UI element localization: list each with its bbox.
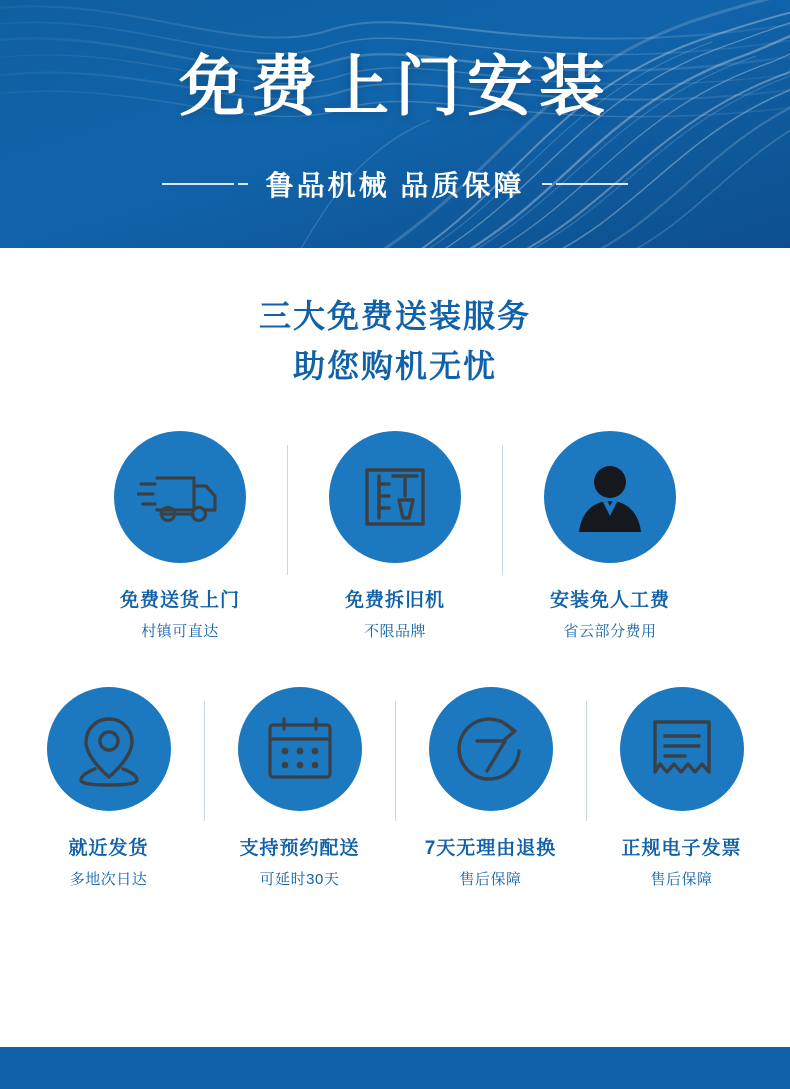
rule-right: [556, 183, 628, 185]
hero-banner: [0, 0, 790, 248]
service-sublabel: 不限品牌: [363, 623, 426, 641]
hero-subtitle-row: [162, 164, 629, 204]
service-label: 就近发货: [68, 838, 149, 860]
service-label: 免费送货上门: [119, 590, 240, 612]
section-headings: [0, 248, 790, 391]
service-sublabel: 售后保障: [650, 871, 713, 889]
service-label: 安装免人工费: [549, 590, 670, 612]
map-pin-icon: [73, 711, 145, 787]
invoice-receipt-icon: [645, 712, 719, 786]
service-label: 支持预约配送: [239, 838, 360, 860]
service-item-free-removal[interactable]: [288, 431, 502, 641]
badge-circle: [238, 687, 362, 811]
services-row-1: [0, 431, 790, 641]
hero-title: 免费上门安装: [179, 48, 611, 123]
badge-circle: [114, 431, 246, 563]
badge-circle: [47, 687, 171, 811]
services-row-2: [0, 687, 790, 889]
service-sublabel: 售后保障: [459, 871, 522, 889]
rule-left: [162, 183, 234, 185]
service-item-nearby-shipping[interactable]: [14, 687, 204, 889]
service-item-e-invoice[interactable]: [587, 687, 777, 889]
footer-bar-inner: [0, 1047, 790, 1089]
hammer-tool-icon: [359, 462, 431, 532]
service-sublabel: 多地次日达: [69, 871, 148, 889]
service-item-free-labor[interactable]: [503, 431, 717, 641]
heading-line-2: 助您购机无忧: [292, 347, 497, 384]
delivery-truck-icon: [137, 464, 223, 530]
seven-day-return-icon: [451, 711, 531, 787]
rule-left-dash: [238, 183, 248, 185]
service-label: 正规电子发票: [621, 838, 742, 860]
service-sublabel: 可延时30天: [259, 871, 340, 889]
service-item-scheduled-delivery[interactable]: [205, 687, 395, 889]
service-item-free-delivery[interactable]: [73, 431, 287, 641]
technician-person-icon: [567, 454, 653, 540]
badge-circle: [544, 431, 676, 563]
hero-subtitle: 鲁品机械 品质保障: [265, 170, 525, 202]
service-label: 7天无理由退换: [424, 838, 557, 860]
badge-circle: [329, 431, 461, 563]
calendar-icon: [262, 713, 338, 785]
service-label: 免费拆旧机: [344, 590, 445, 612]
heading-line-1: 三大免费送装服务: [258, 298, 531, 334]
service-item-seven-day-return[interactable]: [396, 687, 586, 889]
service-sublabel: 省云部分费用: [563, 623, 657, 641]
badge-circle: [429, 687, 553, 811]
service-sublabel: 村镇可直达: [141, 623, 219, 641]
footer-bar: [0, 1047, 790, 1089]
rule-right-dash: [542, 183, 552, 185]
badge-circle: [620, 687, 744, 811]
